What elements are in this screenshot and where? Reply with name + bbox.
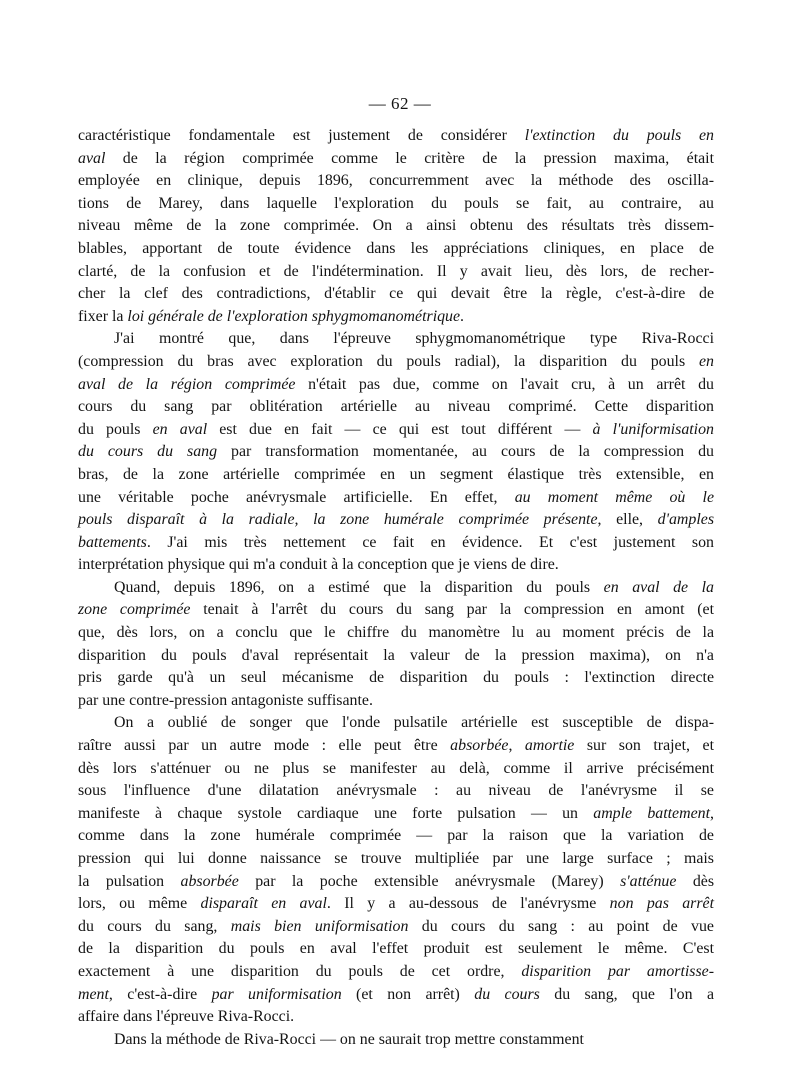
italic-text: par uniformisation [211,985,342,1003]
text-segment: sur son trajet, et [574,737,714,755]
text-line [78,938,714,961]
italic-text: à l'uniformisation [592,420,714,438]
italic-text: ample battement [593,804,711,822]
text-line [78,871,714,894]
text-line [78,961,714,984]
text-segment: dès lors s'atténuer ou ne plus se manifester au delà, comme il arrive précisément [78,759,714,777]
text-segment: par une contre-pression antagoniste suffisante. [78,691,373,709]
text-line [78,916,714,939]
italic-text: amortie [524,737,575,755]
text-line [78,780,714,803]
text-line [78,893,714,916]
text-line [78,984,714,1007]
italic-text: pouls disparaît à la radiale, la zone humérale comprimée présente [78,511,598,529]
text-segment: Quand, depuis 1896, on a estimé que la disparition du pouls [114,578,604,596]
text-segment: lors, ou même [78,895,201,913]
text-line [78,419,714,442]
italic-text: ment [78,985,109,1003]
text-line [78,758,714,781]
italic-text: en [699,352,714,370]
text-line [78,283,714,306]
text-segment: disparition du pouls d'aval représentait la valeur de la pression maxima), on n'a [78,646,714,664]
text-line [78,351,714,374]
italic-text: aval [78,149,106,167]
text-line [78,328,714,351]
italic-text: mais bien uniformisation [230,917,409,935]
text-segment: raître aussi par un autre mode : elle peut être [78,737,451,755]
text-segment: clarté, de la confusion et de l'indétermination. Il y avait lieu, dès lors, de recher- [78,262,714,280]
text-segment: Dans la méthode de Riva-Rocci — on ne saurait trop mettre constamment [114,1030,584,1048]
italic-text: du cours [474,985,540,1003]
text-segment: bras, de la zone artérielle comprimée en un segment élastique très extensible, en [78,465,714,483]
text-line [78,577,714,600]
text-segment: , [508,737,525,755]
text-segment: caractéristique fondamentale est justement de considérer [78,127,525,144]
text-segment: (compression du bras avec exploration du pouls radial), la disparition du pouls [78,352,699,370]
text-segment: exactement à une disparition du pouls de cet ordre, [78,962,522,980]
text-segment: pris garde qu'à un seul mécanisme de disparition du pouls : l'extinction directe [78,669,714,687]
text-segment: , elle, [597,511,658,529]
italic-text: du cours du sang [78,443,218,461]
text-line [78,441,714,464]
text-segment: de la région comprimée comme le critère de la pression maxima, était [105,149,714,167]
text-segment: dès [676,872,715,890]
text-line [78,735,714,758]
text-segment: une véritable poche anévrysmale artificielle. En effet, [78,488,515,506]
text-line [78,306,714,329]
text-segment: affaire dans l'épreuve Riva-Rocci. [78,1008,295,1026]
text-segment: la pulsation [78,872,181,890]
text-segment: J'ai montré que, dans l'épreuve sphygmomanométrique type Riva-Rocci [114,330,714,348]
text-segment: du sang, que l'on a [539,985,715,1003]
text-line [78,712,714,735]
text-segment: que, dès lors, on a conclu que le chiffre du manomètre lu au moment précis de la [78,624,714,642]
italic-text: non pas arrêt [609,895,715,913]
text-line [78,396,714,419]
text-line [78,170,714,193]
italic-text: zone comprimée [78,601,191,619]
text-line [78,848,714,871]
text-line [78,125,714,148]
text-line [78,374,714,397]
text-line [78,261,714,284]
text-line [78,803,714,826]
text-segment: (et non arrêt) [341,985,475,1003]
text-line [78,509,714,532]
text-segment: du pouls [78,420,153,438]
text-segment: interprétation physique qui m'a conduit à la conception que je viens de dire. [78,556,559,574]
text-line [78,148,714,171]
italic-text: absorbée [180,872,239,890]
italic-text: s'atténue [620,872,677,890]
italic-text: disparition par amortisse- [521,962,714,980]
text-segment: . [460,307,465,325]
text-line [78,1029,714,1052]
text-segment: employée en clinique, depuis 1896, concurremment avec la méthode des oscilla- [78,172,714,190]
italic-text: d'amples [657,511,715,529]
text-segment: tenait à l'arrêt du cours du sang par la compression en amont (et [190,601,715,619]
text-line [78,487,714,510]
italic-text: l'extinction du pouls en [524,127,715,144]
text-segment: pression qui lui donne naissance se trouve multipliée par une large surface ; mais [78,850,714,867]
text-line [78,193,714,216]
text-line [78,622,714,645]
text-segment: par la poche extensible anévrysmale (Marey) [238,872,621,890]
text-segment: du cours du sang, [78,917,231,935]
page-number: — 62 — [368,94,432,113]
italic-text: absorbée [450,737,509,755]
text-segment: fixer la [78,307,128,325]
text-line [78,554,714,577]
text-segment: tions de Marey, dans laquelle l'exploration du pouls se fait, au contraire, au [78,194,714,212]
text-segment: cher la clef des contradictions, d'établir ce qui devait être la règle, c'est-à-dire de [78,285,714,303]
italic-text: disparaît en aval [200,895,327,913]
text-line [78,667,714,690]
text-segment: par transformation momentanée, au cours de la compression du [217,443,714,461]
text-segment: du cours du sang : au point de vue [408,917,714,935]
text-segment: On a oublié de songer que l'onde pulsatile artérielle est susceptible de dispa- [114,714,714,732]
italic-text: loi générale de l'exploration sphygmomanométrique [127,307,461,325]
text-segment: , c'est-à-dire [108,985,212,1003]
body-text [78,125,714,1051]
italic-text: en aval [152,420,208,438]
text-line [78,532,714,555]
text-line [78,690,714,713]
text-segment: est due en fait — ce qui est tout différent — [207,420,593,438]
text-segment: n'était pas due, comme on l'avait cru, à un arrêt du [295,375,714,393]
text-segment: . Il y a au-dessous de l'anévrysme [326,895,610,913]
italic-text: battements [78,533,147,551]
text-segment: manifeste à chaque systole cardiaque une forte pulsation — un [78,804,594,822]
text-line [78,825,714,848]
text-line [78,1006,714,1029]
text-line [78,645,714,668]
text-line [78,464,714,487]
text-segment: , [710,804,714,822]
text-segment: comme dans la zone humérale comprimée — par la raison que la variation de [78,827,714,845]
text-line [78,599,714,622]
italic-text: aval de la région comprimée [78,375,296,393]
text-segment: sous l'influence d'une dilatation anévrysmale : au niveau de l'anévrysme il se [78,782,714,800]
italic-text: en aval de la [603,578,714,596]
text-line [78,238,714,261]
text-segment: de la disparition du pouls en aval l'effet produit est seulement le même. C'est [78,940,714,958]
italic-text: au moment même où le [514,488,714,506]
text-segment: niveau même de la zone comprimée. On a ainsi obtenu des résultats très dissem- [78,217,714,235]
text-segment: blables, apportant de toute évidence dans les appréciations cliniques, en place de [78,239,714,257]
text-segment: cours du sang par oblitération artérielle au niveau comprimé. Cette disparition [78,398,714,416]
text-line [78,215,714,238]
text-segment: . J'ai mis très nettement ce fait en évidence. Et c'est justement son [146,533,714,551]
